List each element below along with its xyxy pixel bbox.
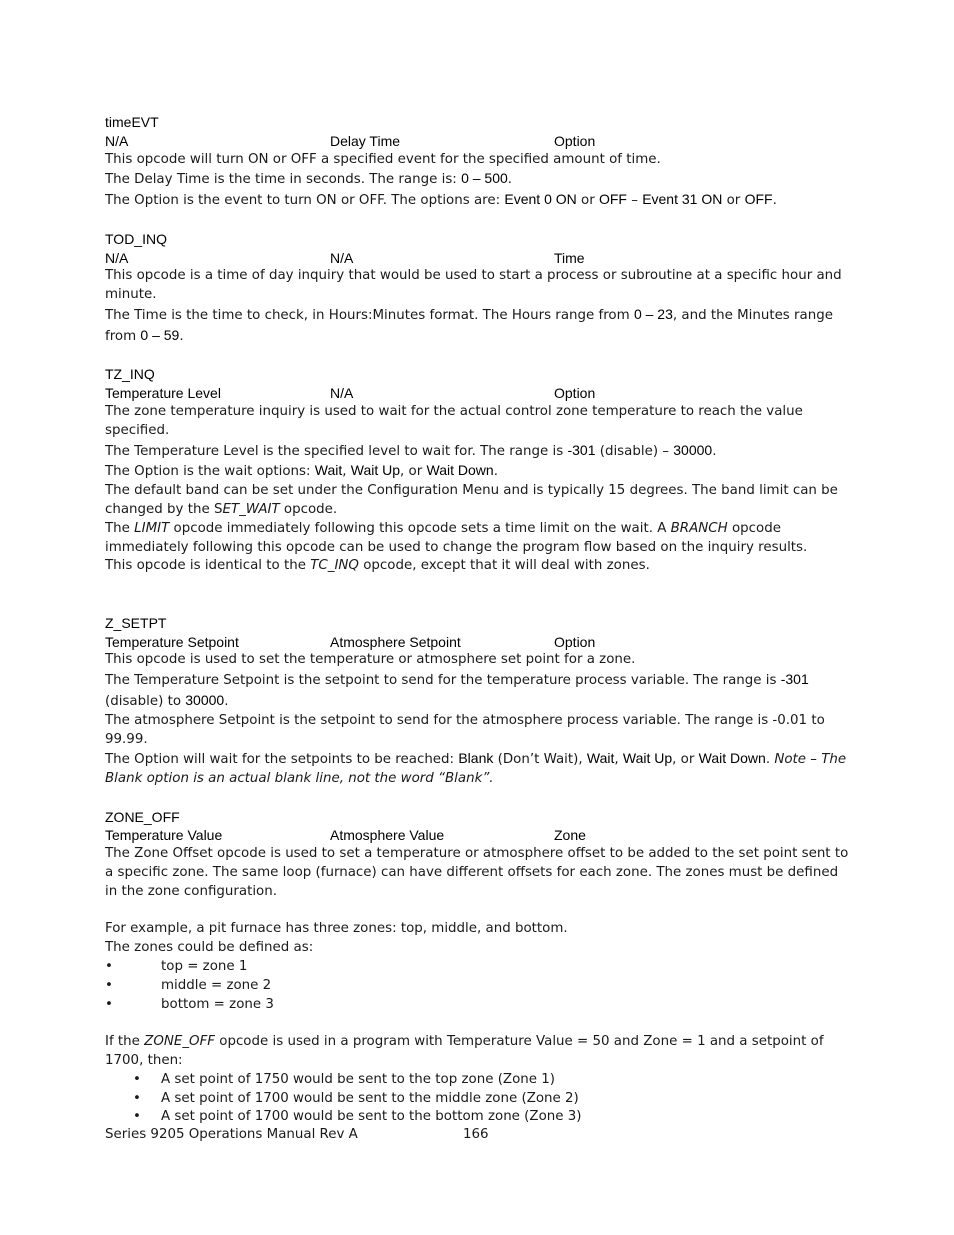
parameter-columns: [105, 384, 850, 403]
param-3: Option: [554, 385, 596, 402]
bullet-icon: •: [105, 977, 113, 993]
paragraph: For example, a pit furnace has three zones: top, middle, and bottom.: [105, 921, 568, 937]
paragraph: The Option is the wait options: Wait, Wait Up, or Wait Down.: [105, 462, 498, 480]
param-1: N/A: [105, 249, 129, 266]
bullet-icon: •: [133, 1090, 141, 1106]
param-2: N/A: [330, 385, 354, 402]
paragraph: This opcode is identical to the TC_INQ opcode, except that it will deal with zones.: [105, 558, 650, 574]
paragraph: The Option is the event to turn ON or OFF. The options are: Event 0 ON or OFF – Event 31 ON or OFF.: [105, 191, 777, 209]
bullet-icon: •: [133, 1109, 141, 1125]
manual-name: Series 9205 Operations Manual Rev A: [105, 1127, 358, 1142]
paragraph: The default band can be set under the Configuration Menu and is typically 15 degrees. The band limit can be changed by the SET_WAIT opcode.: [105, 483, 838, 517]
paragraph: The Temperature Setpoint is the setpoint to send for the temperature process variable. The range is -301 (disable) to 30000.: [105, 671, 809, 709]
page-footer: [105, 1126, 489, 1145]
paragraph: The zone temperature inquiry is used to wait for the actual control zone temperature to reach the value specified.: [105, 403, 803, 438]
bullet-icon: •: [133, 1071, 141, 1087]
param-1: Temperature Value: [105, 827, 223, 844]
parameter-columns: [105, 132, 850, 151]
paragraph: The zones could be defined as:: [105, 940, 314, 956]
opcode-title-timeevt: timeEVT: [105, 114, 159, 130]
list-item: • bottom = zone 3: [105, 996, 850, 1015]
param-2: Atmosphere Value: [330, 827, 445, 844]
paragraph: This opcode will turn ON or OFF a specified event for the specified amount of time.: [105, 151, 661, 167]
param-2: Delay Time: [330, 132, 401, 149]
list-item: • middle = zone 2: [105, 977, 850, 996]
param-3: Option: [554, 633, 596, 650]
paragraph: If the ZONE_OFF opcode is used in a program with Temperature Value = 50 and Zone = 1 and a setpoint of 1700, then:: [105, 1034, 824, 1069]
parameter-columns: [105, 826, 850, 845]
opcode-title-tod-inq: TOD_INQ: [105, 230, 167, 247]
paragraph: The Temperature Level is the specified level to wait for. The range is -301 (disable) – 30000.: [105, 441, 717, 459]
paragraph: This opcode is used to set the temperature or atmosphere set point for a zone.: [105, 652, 636, 668]
paragraph: This opcode is a time of day inquiry that would be used to start a process or subroutine at a specific hour and minute.: [105, 268, 842, 303]
paragraph: The Time is the time to check, in Hours:Minutes format. The Hours range from 0 – 23, and the Minutes range from 0 – 59.: [105, 305, 833, 344]
param-3: Option: [554, 132, 596, 149]
paragraph: The atmosphere Setpoint is the setpoint to send for the atmosphere process variable. The range is -0.01 to 99.99.: [105, 712, 825, 747]
paragraph: The Option will wait for the setpoints to be reached: Blank (Don’t Wait), Wait, Wait Up, or Wait Down. Note – The Blank option is an actual blank line, not the word “Blank”.: [105, 750, 847, 787]
param-1: N/A: [105, 132, 129, 149]
parameter-columns: [105, 249, 850, 268]
param-2: Atmosphere Setpoint: [330, 633, 461, 650]
manual-page: [105, 113, 850, 1127]
list-item: • top = zone 1: [105, 958, 850, 977]
list-item: • A set point of 1700 would be sent to the bottom zone (Zone 3): [105, 1108, 850, 1127]
opcode-title-z-setpt: Z_SETPT: [105, 614, 167, 631]
opcode-title-tz-inq: TZ_INQ: [105, 366, 155, 383]
bullet-icon: •: [105, 959, 113, 975]
param-3: Time: [554, 249, 585, 266]
param-2: N/A: [330, 249, 354, 266]
param-1: Temperature Setpoint: [105, 633, 239, 650]
opcode-title-zone-off: ZONE_OFF: [105, 808, 180, 825]
list-item: • A set point of 1700 would be sent to the middle zone (Zone 2): [105, 1090, 850, 1109]
param-3: Zone: [554, 827, 586, 844]
bullet-icon: •: [105, 996, 113, 1012]
paragraph: The Zone Offset opcode is used to set a temperature or atmosphere offset to be added to the set point sent to a specific zone. The same loop (furnace) can have different offsets for each zone. The zones must be defined in the zone configuration.: [105, 846, 849, 899]
param-1: Temperature Level: [105, 385, 221, 402]
page-number: 166: [463, 1127, 489, 1142]
parameter-columns: [105, 633, 850, 652]
paragraph: The LIMIT opcode immediately following this opcode sets a time limit on the wait. A BRANCH opcode immediately following this opcode can be used to change the program flow based on the inquiry results.: [105, 520, 808, 555]
list-item: • A set point of 1750 would be sent to the top zone (Zone 1): [105, 1071, 850, 1090]
paragraph: The Delay Time is the time in seconds. The range is: 0 – 500.: [105, 170, 513, 188]
